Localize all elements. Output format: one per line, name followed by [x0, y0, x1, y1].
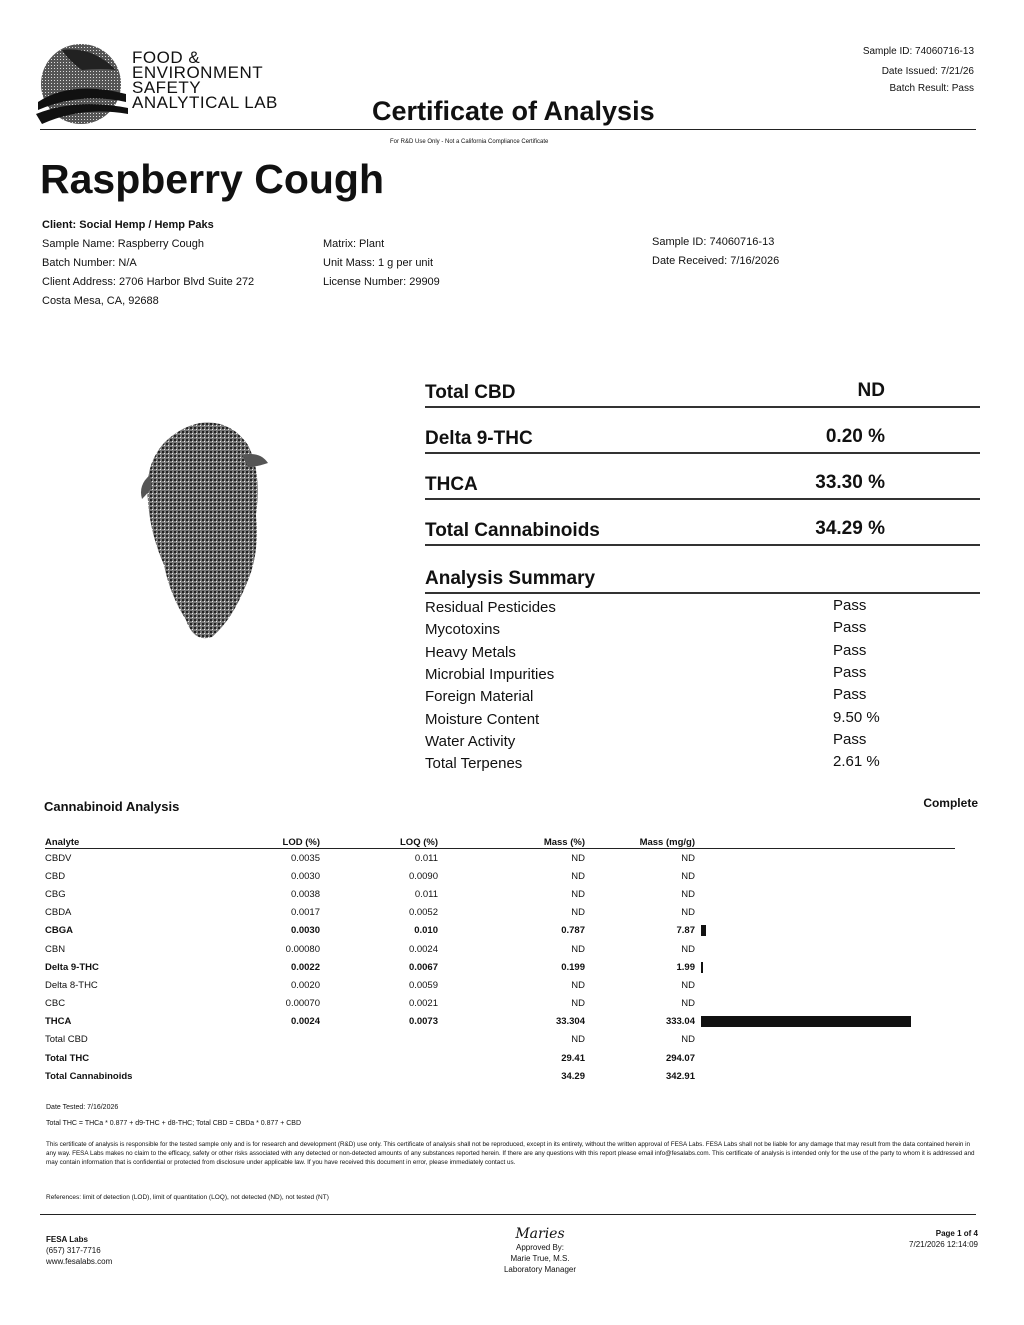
table-row — [45, 867, 955, 885]
summary-label: Water Activity — [425, 732, 516, 750]
summary-item — [425, 621, 925, 643]
table-row — [45, 958, 955, 976]
info-sample-id: Sample ID: 74060716-13 — [652, 236, 775, 248]
table-row — [45, 940, 955, 958]
table-cell-mass-pct: ND — [571, 907, 585, 919]
mass-bar-cell — [695, 885, 955, 903]
table-cell-mass-pct: ND — [571, 998, 585, 1010]
client-info-col1 — [42, 216, 254, 311]
table-cell-analyte: CBN — [45, 943, 66, 955]
header-batch-result: Batch Result: Pass — [889, 83, 974, 94]
summary-rule — [425, 592, 980, 594]
matrix: Matrix: Plant — [323, 238, 385, 250]
table-cell-loq: 0.0090 — [408, 870, 438, 882]
potency-row — [425, 408, 980, 454]
summary-value: Pass — [833, 686, 867, 704]
approver-title: Laboratory Manager — [503, 1265, 577, 1274]
legal-disclaimer: This certificate of analysis is responsible for the tested sample only and is for research and development (R&D) use only. This certificate of analysis shall not be reproduced, except in its entirety, without the written approval of FESA Labs. FESA Labs shall not be liable for any damage that may result from the data contained herein in any way. FESA Labs makes no claim to the efficacy, safety or other risks associated with any detected or non-detected amounts of any substances reported herein. If there are any questions with this report please email info@fesalabs.com. This certificate of analysis is intended only for the use of the party to whom it is addressed and may contain information that is confidential or protected from disclosure under applicable law. If you have received this document in error, please immediately contact us. — [46, 1141, 975, 1166]
license-number: License Number: 29909 — [323, 276, 440, 288]
table-cell-lod: 0.0022 — [290, 961, 320, 973]
table-row — [45, 976, 955, 994]
summary-label: Total Terpenes — [425, 755, 523, 773]
logo-line: ENVIRONMENT — [132, 63, 264, 82]
table-cell-mass-mg: ND — [681, 1034, 695, 1046]
table-cell-lod: 0.0030 — [290, 925, 320, 937]
mass-bar-cell — [695, 995, 955, 1013]
table-cell-mass-mg: ND — [681, 943, 695, 955]
mass-bar-cell — [695, 922, 955, 940]
page-number: Page 1 of 4 — [935, 1229, 978, 1238]
table-cell-analyte: CBD — [45, 870, 66, 882]
logo-line: ANALYTICAL LAB — [132, 93, 278, 112]
table-cell-loq — [320, 1067, 438, 1085]
mass-bar-cell — [695, 1031, 955, 1049]
table-cell-lod — [245, 1049, 320, 1067]
batch-number: Batch Number: N/A — [42, 257, 137, 269]
mass-bar-cell — [695, 940, 955, 958]
table-cell-mass-mg: ND — [681, 852, 695, 864]
header-sample-id: Sample ID: 74060716-13 — [862, 46, 974, 57]
mass-bar-cell — [695, 1049, 955, 1067]
lab-logo-text — [132, 50, 278, 110]
column-header: LOQ (%) — [320, 836, 438, 849]
table-cell-analyte: Total THC — [45, 1052, 90, 1064]
table-cell-lod: 0.0020 — [290, 979, 320, 991]
client-info-col2 — [323, 235, 440, 292]
table-row — [45, 1031, 955, 1049]
table-cell-loq: 0.0024 — [408, 943, 438, 955]
table-cell-mass-mg: ND — [681, 888, 695, 900]
potency-value: 34.29 % — [815, 518, 885, 539]
signature: Maries — [515, 1226, 565, 1242]
table-cell-mass-mg: ND — [681, 979, 695, 991]
table-cell-mass-pct: ND — [571, 852, 585, 864]
table-cell-loq: 0.0073 — [408, 1016, 438, 1028]
mass-bar-cell — [695, 1067, 955, 1085]
table-cell-lod: 0.00070 — [285, 998, 320, 1010]
table-cell-mass-pct: 0.787 — [561, 925, 585, 937]
header-meta — [863, 42, 974, 96]
product-photo — [130, 415, 280, 645]
mass-bar-cell — [695, 976, 955, 994]
footer-lab-info — [46, 1234, 112, 1267]
table-row — [45, 849, 955, 868]
table-cell-lod: 0.0038 — [290, 888, 320, 900]
table-cell-mass-mg: ND — [681, 998, 695, 1010]
potency-label: Total Cannabinoids — [425, 520, 600, 541]
table-row — [45, 922, 955, 940]
table-cell-mass-pct: 29.41 — [561, 1052, 585, 1064]
potency-row — [425, 454, 980, 500]
table-cell-lod — [245, 1067, 320, 1085]
table-cell-lod — [245, 1031, 320, 1049]
table-cell-loq: 0.011 — [414, 852, 438, 864]
mass-bar-cell — [695, 1013, 955, 1031]
table-cell-mass-mg: ND — [681, 907, 695, 919]
footer-rule — [40, 1214, 976, 1215]
potency-value: ND — [857, 380, 885, 401]
table-cell-mass-pct: 33.304 — [555, 1016, 585, 1028]
table-cell-analyte: Total Cannabinoids — [45, 1070, 133, 1082]
table-cell-mass-mg: 1.99 — [676, 961, 695, 973]
references: References: limit of detection (LOD), limit of quantitation (LOQ), not detected (ND), not tested (NT) — [46, 1194, 329, 1201]
approved-by-label: Approved By: — [515, 1243, 565, 1252]
summary-item — [425, 730, 925, 755]
table-cell-analyte: Delta 9-THC — [45, 961, 99, 973]
summary-item — [425, 663, 925, 688]
footer-approval — [470, 1226, 610, 1275]
table-cell-lod: 0.0017 — [290, 907, 320, 919]
table-header-row — [45, 836, 955, 849]
lab-website: www.fesalabs.com — [46, 1257, 113, 1266]
analysis-summary-title: Analysis Summary — [425, 568, 596, 589]
summary-item — [425, 708, 925, 733]
column-header: LOD (%) — [245, 836, 320, 849]
client-info-col3 — [652, 233, 779, 271]
potency-row — [425, 362, 980, 408]
approver-name: Marie True, M.S. — [510, 1254, 570, 1263]
potency-value: 0.20 % — [825, 426, 885, 447]
table-cell-mass-mg: 333.04 — [665, 1016, 695, 1028]
mass-bar-cell — [695, 849, 955, 868]
table-cell-lod: 0.0024 — [290, 1016, 320, 1028]
table-cell-loq — [320, 1031, 438, 1049]
potency-label: Total CBD — [425, 382, 516, 403]
client-address-city: Costa Mesa, CA, 92688 — [42, 295, 159, 307]
summary-item — [425, 641, 925, 666]
table-cell-loq: 0.011 — [414, 888, 438, 900]
summary-value: Pass — [833, 619, 867, 637]
report-timestamp: 7/21/2026 12:14:09 — [909, 1240, 978, 1249]
table-row — [45, 1049, 955, 1067]
cannabinoid-analysis-title: Cannabinoid Analysis — [44, 799, 180, 814]
summary-item — [425, 755, 925, 777]
client-address: Client Address: 2706 Harbor Blvd Suite 272 — [42, 276, 255, 288]
column-header: Mass (%) — [438, 836, 585, 849]
table-cell-mass-mg: 342.91 — [665, 1070, 695, 1082]
date-received: Date Received: 7/16/2026 — [652, 255, 780, 267]
total-formula: Total THC = THCa * 0.877 + d9-THC + d8-THC; Total CBD = CBDa * 0.877 + CBD — [46, 1120, 302, 1127]
summary-label: Microbial Impurities — [425, 665, 555, 683]
logo-line: SAFETY — [132, 78, 202, 97]
table-cell-analyte: CBDA — [45, 907, 72, 919]
table-cell-analyte: CBG — [45, 888, 66, 900]
summary-item — [425, 688, 925, 710]
lab-logo-icon — [32, 40, 130, 130]
table-cell-mass-pct: ND — [571, 870, 585, 882]
unit-mass: Unit Mass: 1 g per unit — [323, 257, 434, 269]
table-cell-loq: 0.0021 — [408, 998, 438, 1010]
lab-name: FESA Labs — [46, 1235, 88, 1244]
potency-label: THCA — [425, 474, 478, 495]
table-cell-analyte: THCA — [45, 1016, 72, 1028]
product-name: Raspberry Cough — [40, 156, 384, 202]
cannabinoid-table — [45, 836, 955, 1085]
table-cell-analyte: CBC — [45, 998, 66, 1010]
summary-label: Foreign Material — [425, 688, 534, 706]
table-cell-mass-pct: ND — [571, 1034, 585, 1046]
table-cell-analyte: Delta 8-THC — [45, 979, 98, 991]
mass-bar-cell — [695, 867, 955, 885]
summary-value: 9.50 % — [833, 708, 880, 726]
certificate-title: Certificate of Analysis — [372, 96, 655, 126]
table-cell-loq: 0.0059 — [408, 979, 438, 991]
summary-value: Pass — [833, 663, 867, 681]
sample-name: Sample Name: Raspberry Cough — [42, 238, 205, 250]
lab-phone: (657) 317-7716 — [46, 1246, 101, 1255]
table-cell-lod: 0.0035 — [290, 852, 320, 864]
table-row — [45, 1013, 955, 1031]
table-cell-mass-mg: 7.87 — [676, 925, 695, 937]
table-cell-loq: 0.0052 — [408, 907, 438, 919]
table-row — [45, 885, 955, 903]
table-row — [45, 1067, 955, 1085]
cannabinoid-table-body — [45, 849, 955, 1086]
summary-value: Pass — [833, 730, 867, 748]
client-name: Client: Social Hemp / Hemp Paks — [42, 219, 214, 231]
summary-value: 2.61 % — [833, 753, 880, 771]
table-cell-loq: 0.0067 — [408, 961, 438, 973]
table-cell-mass-mg: 294.07 — [665, 1052, 695, 1064]
table-row — [45, 904, 955, 922]
disclaimer-text: For R&D Use Only - Not a California Compliance Certificate — [390, 139, 549, 145]
summary-item — [425, 599, 925, 621]
mass-bar — [701, 925, 706, 936]
column-header-bar — [695, 836, 955, 849]
table-cell-mass-pct: ND — [571, 943, 585, 955]
table-cell-mass-mg: ND — [681, 870, 695, 882]
summary-label: Residual Pesticides — [425, 599, 556, 616]
potency-value: 33.30 % — [815, 472, 885, 493]
potency-row — [425, 500, 980, 546]
header-date-issued: Date Issued: 7/21/26 — [881, 66, 974, 77]
table-cell-analyte: Total CBD — [45, 1034, 88, 1046]
table-cell-mass-pct: 0.199 — [561, 961, 585, 973]
table-cell-analyte: CBDV — [45, 852, 72, 864]
summary-value: Pass — [833, 641, 867, 659]
mass-bar-cell — [695, 958, 955, 976]
potency-label: Delta 9-THC — [425, 428, 533, 449]
summary-label: Heavy Metals — [425, 643, 516, 661]
table-cell-lod: 0.0030 — [290, 870, 320, 882]
summary-label: Mycotoxins — [425, 621, 501, 639]
analysis-status: Complete — [923, 796, 978, 810]
summary-value: Pass — [833, 597, 867, 614]
logo-line: FOOD & — [132, 48, 201, 67]
table-cell-lod: 0.00080 — [285, 943, 320, 955]
mass-bar — [701, 962, 703, 973]
summary-label: Moisture Content — [425, 710, 540, 728]
header-rule — [40, 129, 976, 130]
table-cell-mass-pct: 34.29 — [561, 1070, 585, 1082]
column-header: Mass (mg/g) — [585, 836, 695, 849]
table-cell-mass-pct: ND — [571, 888, 585, 900]
mass-bar — [701, 1016, 911, 1027]
date-tested: Date Tested: 7/16/2026 — [46, 1104, 119, 1111]
table-cell-loq: 0.010 — [414, 925, 438, 937]
column-header: Analyte — [45, 836, 245, 849]
mass-bar-cell — [695, 904, 955, 922]
footer-page-info — [909, 1228, 978, 1250]
table-cell-loq — [320, 1049, 438, 1067]
table-cell-mass-pct: ND — [571, 979, 585, 991]
table-row — [45, 995, 955, 1013]
table-cell-analyte: CBGA — [45, 925, 73, 937]
